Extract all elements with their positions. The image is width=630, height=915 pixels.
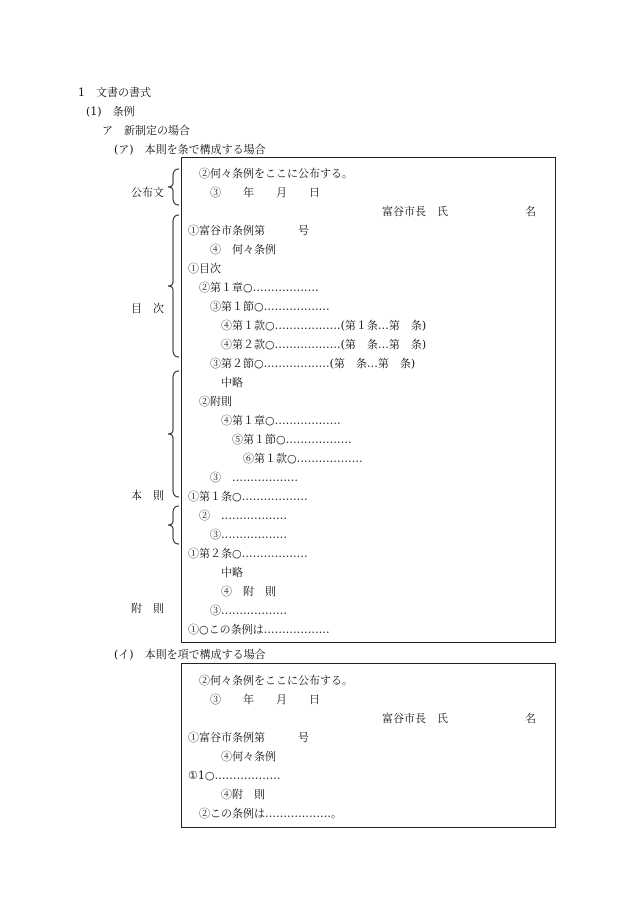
brace-fusoku	[166, 505, 182, 545]
b-line-5: ④何々条例	[188, 750, 276, 763]
brace-honsoku	[166, 370, 182, 498]
sub-subsection-heading: ア 新制定の場合	[102, 124, 190, 137]
a-line-17: ③ ………………	[188, 471, 298, 484]
section-heading: 1 文書の書式	[78, 86, 151, 99]
a-line-3: 富谷市長 氏 名	[382, 205, 536, 218]
a-line-21: ①第２条○………………	[188, 547, 308, 560]
side-label-honsoku: 本 則	[131, 489, 164, 502]
b-line-4: ①富谷市条例第 号	[188, 731, 309, 744]
a-line-13: ②附則	[188, 395, 232, 408]
subsection-heading: (1) 条例	[86, 105, 135, 118]
case-b-title: (イ) 本則を項で構成する場合	[114, 648, 266, 661]
a-line-10: ④第２款○………………(第 条…第 条)	[188, 338, 427, 351]
a-line-1: ②何々条例をここに公布する。	[188, 167, 353, 180]
side-label-fusoku: 附 則	[131, 602, 164, 615]
case-b-box	[181, 663, 556, 828]
side-label-mokuji: 目 次	[131, 302, 164, 315]
a-line-16: ⑥第１款○………………	[188, 452, 363, 465]
a-line-11: ③第２節○………………(第 条…第 条)	[188, 357, 416, 370]
a-line-25: ①○この条例は………………	[188, 623, 330, 636]
b-line-1: ②何々条例をここに公布する。	[188, 674, 353, 687]
b-line-6: ①1○………………	[188, 769, 281, 782]
a-line-22: 中略	[188, 566, 243, 579]
a-line-23: ④ 附 則	[188, 585, 276, 598]
case-a-title: (ア) 本則を条で構成する場合	[114, 143, 266, 156]
a-line-8: ③第１節○………………	[188, 300, 330, 313]
a-line-6: ①目次	[188, 262, 221, 275]
b-line-3: 富谷市長 氏 名	[382, 712, 536, 725]
b-line-2: ③ 年 月 日	[188, 693, 320, 706]
a-line-4: ①富谷市条例第 号	[188, 224, 309, 237]
b-line-7: ④附 則	[188, 788, 265, 801]
brace-mokuji	[166, 214, 182, 358]
side-label-koufubun: 公布文	[131, 186, 164, 199]
a-line-14: ④第１章○………………	[188, 414, 341, 427]
a-line-20: ③………………	[188, 528, 287, 541]
a-line-9: ④第１款○………………(第１条…第 条)	[188, 319, 427, 332]
brace-koufubun	[166, 168, 182, 206]
a-line-24: ③………………	[188, 604, 287, 617]
a-line-5: ④ 何々条例	[188, 243, 276, 256]
a-line-2: ③ 年 月 日	[188, 186, 320, 199]
a-line-19: ② ………………	[188, 509, 287, 522]
a-line-15: ⑤第１節○………………	[188, 433, 352, 446]
a-line-12: 中略	[188, 376, 243, 389]
a-line-18: ①第１条○………………	[188, 490, 308, 503]
b-line-8: ②この条例は………………。	[188, 807, 342, 820]
a-line-7: ②第１章○………………	[188, 281, 319, 294]
